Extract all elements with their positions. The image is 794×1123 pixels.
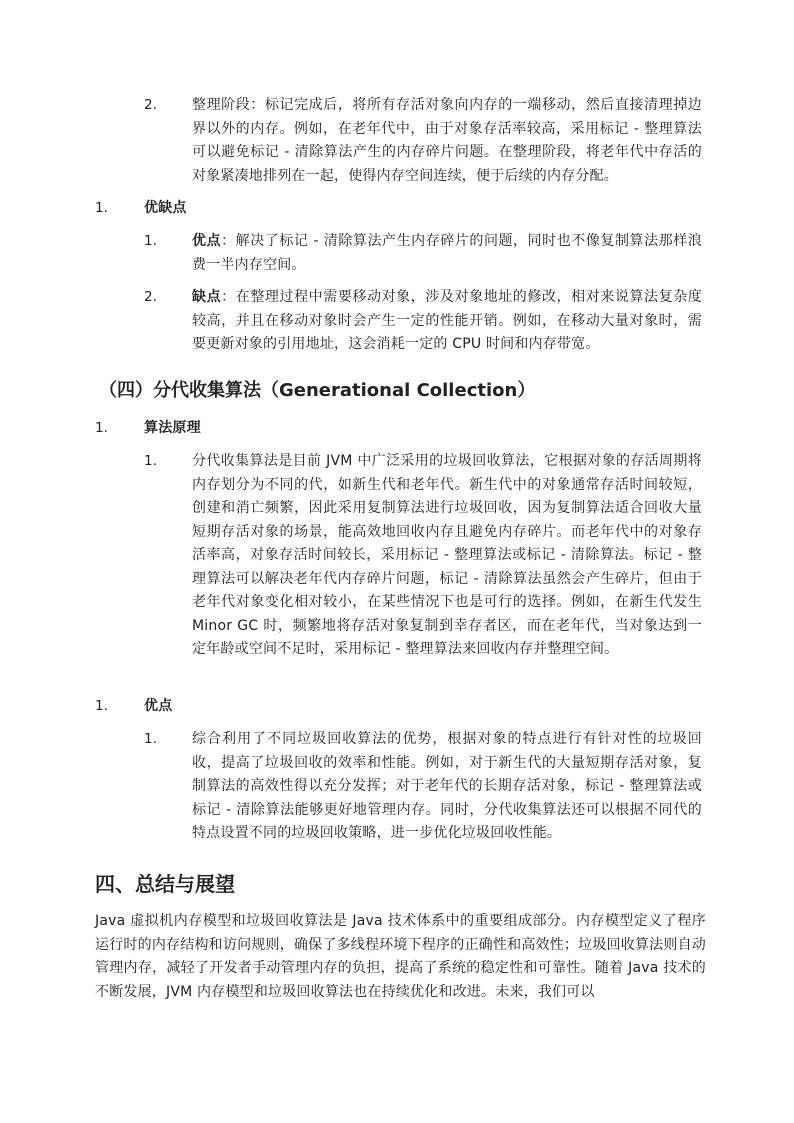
list-number: 2. <box>144 289 157 305</box>
section-heading-summary: 四、总结与展望 <box>95 872 235 896</box>
list-item-principle: 分代收集算法是目前 JVM 中广泛采用的垃圾回收算法，它根据对象的存活周期将内存划分为不同的代，如新生代和老年代。新生代中的对象通常存活时间较短，创建和消亡频繁，因此采用复制算法进行垃圾回收，因为复制算法适合回收大量短期存活对象的场景，能高效地回收内存且避免内存碎片。而老年代中的对象存活率高，对象存活时间较长，采用标记 - 整理算法或标记 - 清除算法。标记 - 整理算法可以解决老年代内存碎片问题，标记 - 清除算法虽然会产生碎片，但由于老年代对象变化相对较小，在某些情况下也是可行的选择。例如，在新生代发生 Minor GC 时，频繁地将存活对象复制到幸存者区，而在老年代，当对象达到一定年龄或空间不足时，采用标记 - 整理算法来回收内存并整理空间。 <box>192 453 702 657</box>
list-number: 2. <box>144 97 157 113</box>
list-item-advantages-detail: 综合利用了不同垃圾回收算法的优势，根据对象的特点进行有针对性的垃圾回收，提高了垃圾回收的效率和性能。例如，对于新生代的大量短期存活对象，复制算法的高效性得以充分发挥；对于老年代的长期存活对象，标记 - 整理算法或标记 - 清除算法能够更好地管理内存。同时，分代收集算法还可以根据不同代的特点设置不同的垃圾回收策略，进一步优化垃圾回收性能。 <box>192 731 702 841</box>
list-number: 1. <box>95 698 108 714</box>
section-heading-generational: （四）分代收集算法（Generational Collection） <box>99 380 536 401</box>
list-item-advantage <box>192 230 702 277</box>
advantage-label: 优点 <box>192 233 222 249</box>
summary-paragraph: Java 虚拟机内存模型和垃圾回收算法是 Java 技术体系中的重要组成部分。内存模型定义了程序运行时的内存结构和访问规则，确保了多线程环境下程序的正确性和高效性；垃圾回收算法则自动管理内存，减轻了开发者手动管理内存的负担，提高了系统的稳定性和可靠性。随着 Java 技术的不断发展，JVM 内存模型和垃圾回收算法也在持续优化和改进。未来，我们可以 <box>95 913 706 1000</box>
subheading-algorithm-principle: 算法原理 <box>144 420 201 436</box>
list-number: 1. <box>144 233 157 249</box>
advantage-text: ：解决了标记 - 清除算法产生内存碎片的问题，同时也不像复制算法那样浪费一半内存空间。 <box>192 233 702 273</box>
list-item-disadvantage <box>192 286 702 357</box>
list-number: 1. <box>95 420 108 436</box>
list-number: 1. <box>144 453 157 469</box>
list-item-compaction-phase: 整理阶段：标记完成后，将所有存活对象向内存的一端移动，然后直接清理掉边界以外的内存。例如，在老年代中，由于对象存活率较高，采用标记 - 整理算法可以避免标记 - 清除算法产生的内存碎片问题。在整理阶段，将老年代中存活的对象紧凑地排列在一起，使得内存空间连续，便于后续的内存分配。 <box>192 97 702 184</box>
disadvantage-text: ：在整理过程中需要移动对象，涉及对象地址的修改，相对来说算法复杂度较高，并且在移动对象时会产生一定的性能开销。例如，在移动大量对象时，需要更新对象的引用地址，这会消耗一定的 CPU 时间和内存带宽。 <box>192 289 702 352</box>
subheading-advantages: 优点 <box>144 698 173 714</box>
list-number: 1. <box>95 200 108 216</box>
disadvantage-label: 缺点 <box>192 289 222 305</box>
subheading-pros-cons: 优缺点 <box>144 200 187 216</box>
list-number: 1. <box>144 731 157 747</box>
